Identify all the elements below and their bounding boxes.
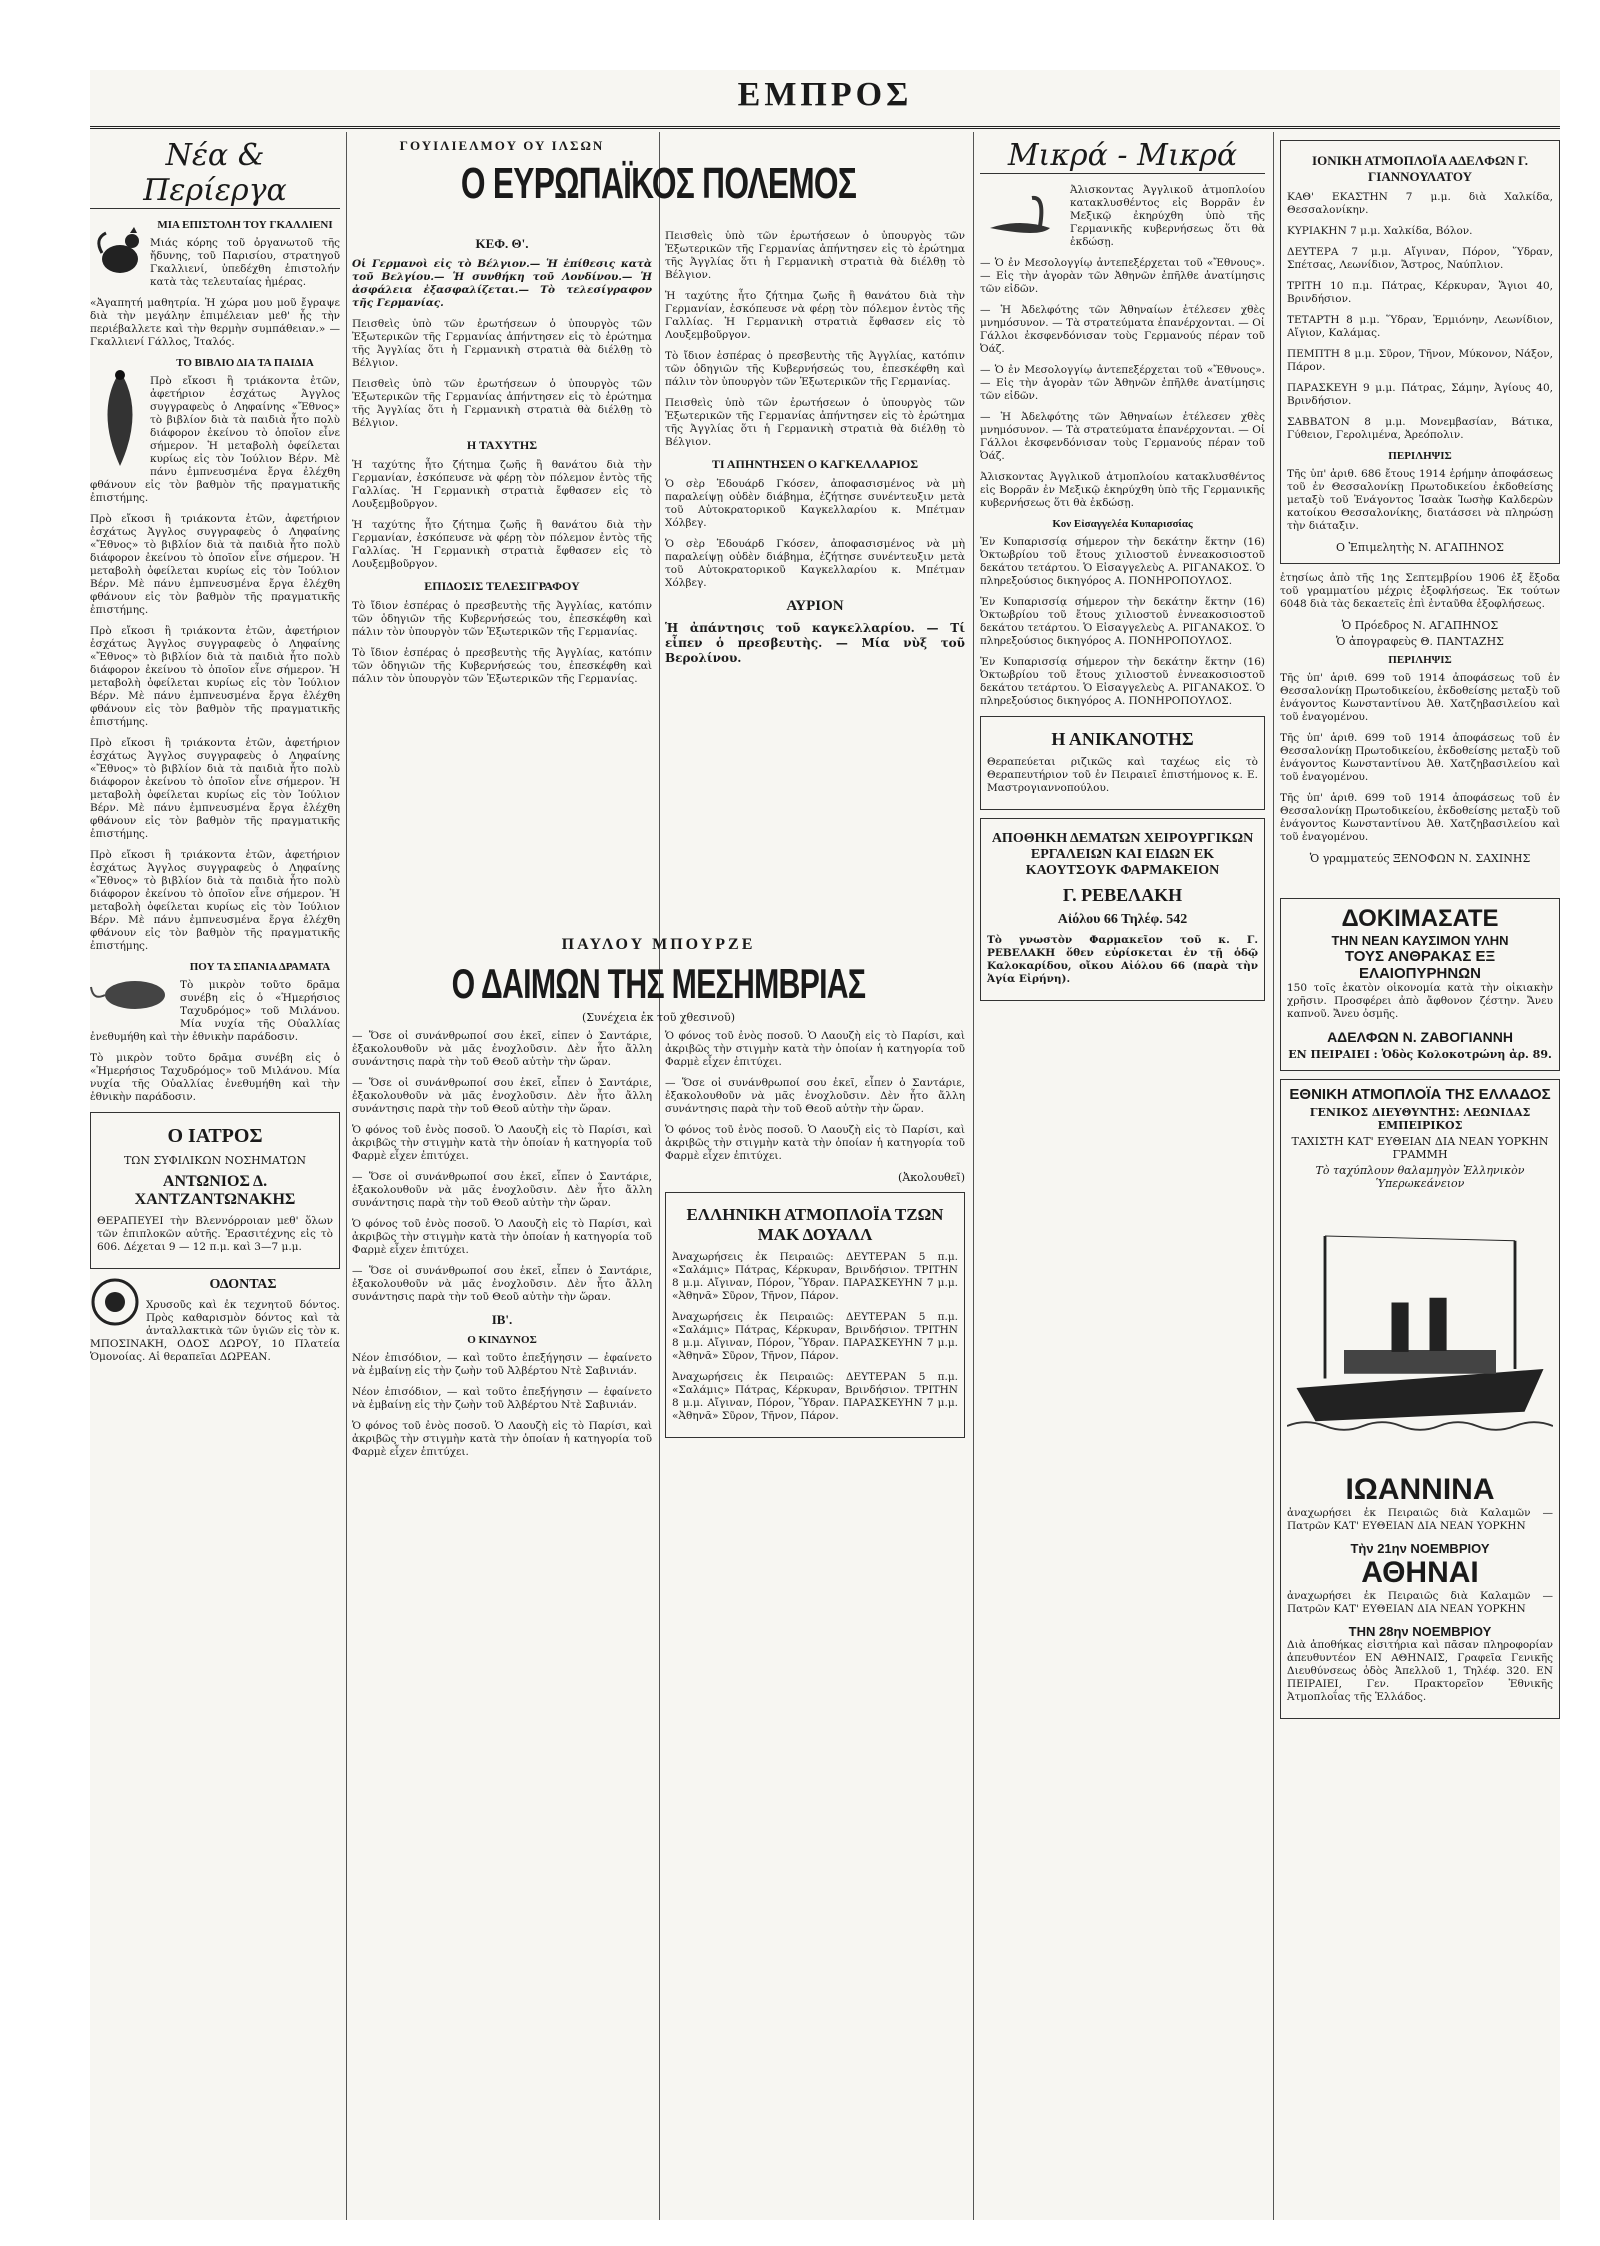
- schedule-item: ΠΑΡΑΣΚΕΥΗ 9 μ.μ. Πάτρας, Σάμην, Ἀγίους 40, Βρινδήσιον.: [1287, 382, 1553, 407]
- novel-text: Ὁ φόνος τοῦ ἐνὸς ποσοῦ. Ὁ Λαουζὴ εἰς τὸ Παρίσι, καὶ ἀκριβῶς τὴν στιγμὴν κατὰ τὴν ὁποίαν ἡ κατηγορία τοῦ Φαρμὲ εἶχεν ἐπιτύχει.: [352, 1420, 652, 1458]
- article-quote: «Ἀγαπητή μαθητρία. Ἡ χώρα μου μοῦ ἔγραψε διὰ τὴν μεγάλην ἐπιμέλειαν μεθ' ἧς τὴν περιέβαλλετε καὶ τὴν θερμὴν συμπάθειαν.» — Γκαλλιενί Γάλλος, Ἰταλός.: [90, 297, 340, 348]
- novel-author: ΠΑΥΛΟΥ ΜΠΟΥΡΖΕ: [561, 936, 756, 953]
- article-text: Πεισθεὶς ὑπὸ τῶν ἐρωτήσεων ὁ ὑπουργὸς τῶν Ἐξωτερικῶν τῆς Γερμανίας ἀπήντησεν εἰς τὸ ἐρώτημα τῆς Ἀγγλίας ὅτι ἡ Γερμανικὴ στρατιὰ θὰ διέλθῃ τὸ Βέλγιον.: [665, 230, 965, 281]
- mouse-illustration-icon: [90, 965, 180, 1015]
- ad-title: ΕΛΛΗΝΙΚΗ ΑΤΜΟΠΛΟΪΑ ΤΖΩΝ ΜΑΚ ΔΟΥΑΛΛ: [686, 1205, 944, 1244]
- fuel-ad: [1280, 898, 1560, 1071]
- schedule-item: ΚΑΘ' ΕΚΑΣΤΗΝ 7 μ.μ. διὰ Χαλκίδα, Θεσσαλονίκην.: [1287, 191, 1553, 216]
- ad-text: Ἀναχωρήσεις ἐκ Πειραιῶς: ΔΕΥΤΕΡΑΝ 5 π.μ. «Σαλάμις» Πάτρας, Κέρκυραν, Βρινδήσιον. ΤΡΙΤΗΝ 8 μ.μ. Αἴγιναν, Πόρον, Ὕδραν. ΠΑΡΑΣΚΕΥΗΝ 7 μ.μ. «Ἀθηνᾶ» Σῦρον, Τῆνον, Πάρον.: [672, 1371, 958, 1422]
- novel-text: — Ὅσε οἱ συνάνθρωποί σου ἐκεῖ, εἶπεν ὁ Σαντάριε, ἐξακολουθοῦν νὰ μᾶς ἐνοχλοῦσιν. Δὲν ἦτο ἄλλη συνάντησις παρὰ τὴν τοῦ Θεοῦ αὐτὴν τὴν ὥραν.: [352, 1030, 652, 1068]
- article-text: Τὸ ἴδιον ἑσπέρας ὁ πρεσβευτὴς τῆς Ἀγγλίας, κατόπιν τῶν ὁδηγιῶν τῆς Κυβερνήσεώς του, ἐπεσκέφθη καὶ πάλιν τὸν ὑπουργὸν τῶν Ἐξωτερικῶν τῆς Γερμανίας.: [665, 350, 965, 388]
- article-text: — Ἡ Ἀδελφότης τῶν Ἀθηναίων ἐτέλεσεν χθὲς μνημόσυνον. — Τὰ στρατεύματα ἐπανέρχονται. — Οἱ Γάλλοι ἐκσφενδόνισαν τοὺς Γερμανούς πέραν τοῦ Ὀάζ.: [980, 304, 1265, 355]
- article-text: Μιάς κόρης τοῦ ὀργανωτοῦ τῆς ἤδυνης, τοῦ Παρισίου, στρατηγοῦ Γκαλλιενί, ὑπεδέχθη ἐπιστολήν κατὰ τὰς τελευταίας ἡμέρας.: [150, 237, 340, 288]
- ad-text: Θεραπεύεται ριζικῶς καὶ ταχέως εἰς τὸ Θεραπευτήριον τοῦ ἐν Πειραιεῖ ἐπιστήμονος κ. Ε. Μαστρογιαννοπούλου.: [987, 756, 1258, 794]
- chapter-label: ΙΒ'.: [491, 1312, 513, 1327]
- ad-subtitle: Τὸ ταχύπλουν θαλαμηγὸν Ἑλληνικὸν Ὑπερωκεάνειον: [1315, 1164, 1525, 1190]
- article-title: ΤΟ ΒΙΒΛΙΟ ΔΙΑ ΤΑ ΠΑΙΔΙΑ: [176, 357, 314, 369]
- subheading: ΤΙ ΑΠΗΝΤΗΣΕΝ Ο ΚΑΓΚΕΛΛΑΡΙΟΣ: [711, 457, 919, 471]
- article-text: Ἀλισκοντας Ἀγγλικοῦ ἀτμοπλοίου κατακλυσθέντος εἰς Βορρᾶν ἐν Μεξικῷ ἐκηρύχθη ὑπὸ τῆς Γερμανικῆς κυβερνήσεως ὅτι θὰ ἐκδώσῃ.: [980, 471, 1265, 509]
- novel-text: Νέον ἐπισόδιον, — καὶ τοῦτο ἐπεξήγησιν — ἐφαίνετο νὰ ἐμβαίνῃ εἰς τὴν ζωὴν τοῦ Ἀλβέρτου Ντὲ Σαβινιάν.: [352, 1352, 652, 1377]
- schedule-item: ΤΕΤΑΡΤΗ 8 μ.μ. Ὕδραν, Ἑρμιόνην, Λεωνίδιον, Αἴγιον, Καλάμας.: [1287, 314, 1553, 339]
- ad-date: Τὴν 21ην ΝΟΕΜΒΡΙΟΥ: [1350, 1541, 1490, 1556]
- ad-text: 150 τοῖς ἑκατὸν οἰκονομία κατὰ τὴν οἰκιακὴν χρῆσιν. Προσφέρει ἀπὸ ἄφθονον ζέστην. Ἄνευ καπνοῦ. Ἄνευ ὀσμῆς.: [1287, 982, 1553, 1020]
- notice-title: Κον Εἰσαγγελέα Κυπαρισσίας: [1052, 518, 1193, 530]
- article-lead: Οἱ Γερμανοὶ εἰς τὸ Βέλγιον.— Ἡ ἐπίθεσις κατὰ τοῦ Βελγίου.— Ἡ συνθήκη τοῦ Λονδίνου.— Ἡ ἀσφάλεια ἐξασφαλίζεται.— Τὸ τελεσίγραφον τῆς Γερμανίας.: [352, 258, 652, 309]
- article-text: Ὁ σὲρ Ἐδουάρδ Γκόσεν, ἀποφασισμένος νὰ μὴ παραλείψῃ οὐδὲν διάβημα, ἐζήτησε συνέντευξιν μετὰ τοῦ Αὐτοκρατορικοῦ Καγκελλαρίου κ. Μπέτμαν Χόλβεγ.: [665, 538, 965, 589]
- signature: Ὁ Πρόεδρος Ν. ΑΓΑΠΗΝΟΣ: [1341, 619, 1499, 632]
- schedule-item: ΚΥΡΙΑΚΗΝ 7 μ.μ. Χαλκίδα, Βόλον.: [1287, 225, 1473, 237]
- masthead: [90, 70, 1560, 129]
- ad-name: Γ. ΡΕΒΕΛΑΚΗ: [1062, 885, 1183, 905]
- ad-title: ΑΠΟΘΗΚΗ ΔΕΜΑΤΩΝ ΧΕΙΡΟΥΡΓΙΚΩΝ ΕΡΓΑΛΕΙΩΝ ΚΑΙ ΕΙΔΩΝ ΕΚ ΚΑΟΥΤΣΟΥΚ ΦΑΡΜΑΚΕΙΟΝ: [991, 831, 1254, 878]
- pharmacy-ad: [980, 818, 1265, 1001]
- subheading: ΕΠΙΔΟΣΙΣ ΤΕΛΕΣΙΓΡΑΦΟΥ: [424, 579, 580, 593]
- column-rule: [1273, 132, 1274, 2220]
- column-rule: [346, 132, 347, 2220]
- masthead-title: ΕΜΠΡΟΣ: [737, 76, 913, 113]
- ad-subtitle: ΤΩΝ ΣΥΦΙΛΙΚΩΝ ΝΟΣΗΜΑΤΩΝ: [123, 1154, 307, 1167]
- notice-text: Τῆς ὑπ' ἀριθ. 699 τοῦ 1914 ἀποφάσεως τοῦ ἐν Θεσσαλονίκῃ Πρωτοδικείου, ἐκδοθείσης μεταξὺ τοῦ ἐνάγοντος Κωνσταντίνου Ἀθ. Χατζηβασιλείου καὶ τοῦ ἐναγομένου.: [1280, 672, 1560, 723]
- article-text: Ἡ ταχύτης ἦτο ζήτημα ζωῆς ἢ θανάτου διὰ τὴν Γερμανίαν, ἐσκόπευσε νὰ φέρῃ τὸν πόλεμον ἐντὸς τῆς Γαλλίας. Ἡ Γερμανικὴ στρατιὰ ἔφθασεν εἰς τὸ Λουξεμβοῦργον.: [352, 459, 652, 510]
- schedule-item: ΔΕΥΤΕΡΑ 7 μ.μ. Αἴγιναν, Πόρον, Ὕδραν, Σπέτσας, Λεωνίδιον, Ἄστρος, Ναύπλιον.: [1287, 246, 1553, 271]
- column-small-news: [980, 132, 1265, 2220]
- novel-text: Ὁ φόνος τοῦ ἐνὸς ποσοῦ. Ὁ Λαουζὴ εἰς τὸ Παρίσι, καὶ ἀκριβῶς τὴν στιγμὴν κατὰ τὴν ὁποίαν ἡ κατηγορία τοῦ Φαρμὲ εἶχεν ἐπιτύχει.: [665, 1030, 965, 1068]
- ship-name: ΙΩΑΝΝΙΝΑ: [1345, 1473, 1495, 1506]
- peacock-illustration-icon: [90, 361, 150, 471]
- signature: Ὁ γραμματεύς ΞΕΝΟΦΩΝ Ν. ΣΑΧΙΝΗΣ: [1309, 852, 1531, 865]
- ad-text: Ἀναχωρήσεις ἐκ Πειραιῶς: ΔΕΥΤΕΡΑΝ 5 π.μ. «Σαλάμις» Πάτρας, Κέρκυραν, Βρινδήσιον. ΤΡΙΤΗΝ 8 μ.μ. Αἴγιναν, Πόρον, Ὕδραν. ΠΑΡΑΣΚΕΥΗΝ 7 μ.μ. «Ἀθηνᾶ» Σῦρον, Τῆνον, Πάρον.: [672, 1251, 958, 1302]
- ad-text: Ἀναχωρήσεις ἐκ Πειραιῶς: ΔΕΥΤΕΡΑΝ 5 π.μ. «Σαλάμις» Πάτρας, Κέρκυραν, Βρινδήσιον. ΤΡΙΤΗΝ 8 μ.μ. Αἴγιναν, Πόρον, Ὕδραν. ΠΑΡΑΣΚΕΥΗΝ 7 μ.μ. «Ἀθηνᾶ» Σῦρον, Τῆνον, Πάρον.: [672, 1311, 958, 1362]
- ionian-shipping-ad: [1280, 140, 1560, 564]
- novel-text: — Ὅσε οἱ συνάνθρωποί σου ἐκεῖ, εἶπεν ὁ Σαντάριε, ἐξακολουθοῦν νὰ μᾶς ἐνοχλοῦσιν. Δὲν ἦτο ἄλλη συνάντησις παρὰ τὴν τοῦ Θεοῦ αὐτὴν τὴν ὥραν.: [352, 1265, 652, 1303]
- ad-title: ΕΘΝΙΚΗ ΑΤΜΟΠΛΟΪΑ ΤΗΣ ΕΛΛΑΔΟΣ: [1289, 1086, 1551, 1103]
- shipping-ad: [665, 1192, 965, 1438]
- ad-company: ΑΔΕΛΦΩΝ Ν. ΖΑΒΟΓΙΑΝΝΗ: [1327, 1029, 1513, 1045]
- ad-subtitle: ΤΗΝ ΝΕΑΝ ΚΑΥΣΙΜΟΝ ΥΛΗΝ: [1331, 933, 1509, 948]
- tomorrow-text: Ἡ ἀπάντησις τοῦ καγκελλαρίου. — Τί εἶπεν ὁ πρεσβευτὴς. — Μία νὺξ τοῦ Βερολίνου.: [665, 621, 965, 665]
- novel-text: Νέον ἐπισόδιον, — καὶ τοῦτο ἐπεξήγησιν — ἐφαίνετο νὰ ἐμβαίνῃ εἰς τὴν ζωὴν τοῦ Ἀλβέρτου Ντὲ Σαβινιάν.: [352, 1386, 652, 1411]
- ad-address: ΕΝ ΠΕΙΡΑΙΕΙ : Ὁδὸς Κολοκοτρώνη ἀρ. 89.: [1288, 1048, 1552, 1061]
- doctor-ad: [90, 1112, 340, 1269]
- novel-text: — Ὅσε οἱ συνάνθρωποί σου ἐκεῖ, εἶπεν ὁ Σαντάριε, ἐξακολουθοῦν νὰ μᾶς ἐνοχλοῦσιν. Δὲν ἦτο ἄλλη συνάντησις παρὰ τὴν τοῦ Θεοῦ αὐτὴν τὴν ὥραν.: [665, 1077, 965, 1115]
- column-notices: [1280, 132, 1560, 902]
- ad-text: ἀναχωρήσει ἐκ Πειραιῶς διὰ Καλαμῶν — Πατρῶν ΚΑΤ' ΕΥΘΕΙΑΝ ΔΙΑ ΝΕΑΝ ΥΟΡΚΗΝ: [1287, 1507, 1553, 1532]
- article-text: Πεισθεὶς ὑπὸ τῶν ἐρωτήσεων ὁ ὑπουργὸς τῶν Ἐξωτερικῶν τῆς Γερμανίας ἀπήντησεν εἰς τὸ ἐρώτημα τῆς Ἀγγλίας ὅτι ἡ Γερμανικὴ στρατιὰ θὰ διέλθῃ τὸ Βέλγιον.: [352, 378, 652, 429]
- serial-novel: [352, 930, 965, 1027]
- ad-name: ΑΝΤΩΝΙΟΣ Δ. ΧΑΝΤΖΑΝΤΩΝΑΚΗΣ: [134, 1173, 296, 1208]
- article-text: — Ὁ ἐν Μεσολογγίῳ ἀντεπεξέρχεται τοῦ «Ἔθνους».— Εἰς τὴν ἀγορὰν τῶν Ἀθηνῶν ἐπῆλθε ἀνατίμησις τῶν εἰδῶν.: [980, 364, 1265, 402]
- ad-route: ΤΑΧΙΣΤΗ ΚΑΤ' ΕΥΘΕΙΑΝ ΔΙΑ ΝΕΑΝ ΥΟΡΚΗΝ ΓΡΑΜΜΗ: [1291, 1135, 1549, 1161]
- section-title: Μικρά - Μικρά: [980, 138, 1265, 174]
- notice-title: ΠΕΡΙΛΗΨΙΣ: [1388, 450, 1452, 462]
- schedule-item: ΤΡΙΤΗ 10 π.μ. Πάτρας, Κέρκυραν, Ἅγιοι 40, Βρινδήσιον.: [1287, 280, 1553, 305]
- article-text: Πρὸ εἴκοσι ἢ τριάκοντα ἐτῶν, ἀφετήριον ἐσχάτως Ἀγγλος συγγραφεὺς ὁ Ληφαίνης «Ἔθνος» τὸ βιβλίον διὰ τὰ παιδιὰ ἦτο πολὺ διάφορον ἐκείνου τὸ ὁποῖον εἶνε σήμερον. Ἡ μεταβολὴ ὀφείλεται κυρίως εἰς τὸν Ἰούλιον Βέρν. Μὲ πάνυ ἐμπνευσμένα ἔργα ἐλέχθη φθάνουν εἰς τὸν βαθμὸν τῆς πραγματικῆς ἐπιστήμης.: [90, 625, 340, 728]
- national-line-ad: [1280, 1079, 1560, 1719]
- signature: Ὁ ἀπογραφεὺς Θ. ΠΑΝΤΑΖΗΣ: [1336, 635, 1504, 648]
- column-rule: [973, 132, 974, 2220]
- tomorrow-title: ΑΥΡΙΟΝ: [786, 598, 844, 614]
- article-text: Ὁ σὲρ Ἐδουάρδ Γκόσεν, ἀποφασισμένος νὰ μὴ παραλείψῃ οὐδὲν διάβημα, ἐζήτησε συνέντευξιν μετὰ τοῦ Αὐτοκρατορικοῦ Καγκελλαρίου κ. Μπέτμαν Χόλβεγ.: [665, 478, 965, 529]
- article-text: Ἡ ταχύτης ἦτο ζήτημα ζωῆς ἢ θανάτου διὰ τὴν Γερμανίαν, ἐσκόπευσε νὰ φέρῃ τὸν πόλεμον ἐντὸς τῆς Γαλλίας. Ἡ Γερμανικὴ στρατιὰ ἔφθασεν εἰς τὸ Λουξεμβοῦργον.: [352, 519, 652, 570]
- column-war-body: [352, 230, 652, 920]
- ocean-liner-illustration-icon: [1287, 1201, 1553, 1461]
- article-text: Πεισθεὶς ὑπὸ τῶν ἐρωτήσεων ὁ ὑπουργὸς τῶν Ἐξωτερικῶν τῆς Γερμανίας ἀπήντησεν εἰς τὸ ἐρώτημα τῆς Ἀγγλίας ὅτι ἡ Γερμανικὴ στρατιὰ θὰ διέλθῃ τὸ Βέλγιον.: [665, 397, 965, 448]
- notice-text: Ἐν Κυπαρισσίᾳ σήμερον τὴν δεκάτην ἕκτην (16) Ὀκτωβρίου τοῦ ἔτους χιλιοστοῦ ἐννεακοσιοστοῦ δεκάτου τετάρτου. Ὁ Εἰσαγγελεὺς Α. ΡΙΓΑΝΑΚΟΣ. Ὁ πληρεξούσιος δικηγόρος Α. ΠΟΝΗΡΟΠΟΥΛΟΣ.: [980, 596, 1265, 647]
- headline: Ο ΕΥΡΩΠΑΪΚΟΣ ΠΟΛΕΜΟΣ: [460, 160, 857, 208]
- ad-title: ΙΟΝΙΚΗ ΑΤΜΟΠΛΟΪΑ ΑΔΕΛΦΩΝ Γ. ΓΙΑΝΝΟΥΛΑΤΟΥ: [1312, 153, 1528, 184]
- novel-text: Ὁ φόνος τοῦ ἐνὸς ποσοῦ. Ὁ Λαουζὴ εἰς τὸ Παρίσι, καὶ ἀκριβῶς τὴν στιγμὴν κατὰ τὴν ὁποίαν ἡ κατηγορία τοῦ Φαρμὲ εἶχεν ἐπιτύχει.: [352, 1218, 652, 1256]
- ad-text: Χρυσοῦς καὶ ἐκ τεχνητοῦ δόντος. Πρὸς καθαρισμὸν δόντος καὶ τὰ ἀνταλλακτικὰ τῶν ὑγιῶν εἰς τὸν κ. ΜΠΟΣΙΝΑΚΗ, ΟΔΟΣ ΔΩΡΟΥ, 10 Πλατεία Ὁμονοίας. Αἱ θεραπεῖαι ΔΩΡΕΑΝ.: [90, 1299, 340, 1363]
- column-war-body-2: [665, 230, 965, 920]
- ad-title: Ο ΙΑΤΡΟΣ: [167, 1125, 263, 1147]
- ad-title: Η ΑΝΙΚΑΝΟΤΗΣ: [1051, 729, 1194, 749]
- article-text: Τὸ ἴδιον ἑσπέρας ὁ πρεσβευτὴς τῆς Ἀγγλίας, κατόπιν τῶν ὁδηγιῶν τῆς Κυβερνήσεώς του, ἐπεσκέφθη καὶ πάλιν τὸν ὑπουργὸν τῶν Ἐξωτερικῶν τῆς Γερμανίας.: [352, 647, 652, 685]
- swan-illustration-icon: [980, 188, 1070, 238]
- article-title: ΠΟΥ ΤΑ ΣΠΑΝΙΑ ΔΡΑΜΑΤΑ: [189, 961, 331, 973]
- novel-text: — Ὅσε οἱ συνάνθρωποί σου ἐκεῖ, εἶπεν ὁ Σαντάριε, ἐξακολουθοῦν νὰ μᾶς ἐνοχλοῦσιν. Δὲν ἦτο ἄλλη συνάντησις παρὰ τὴν τοῦ Θεοῦ αὐτὴν τὴν ὥραν.: [352, 1077, 652, 1115]
- chapter-label: ΚΕΦ. Θ'.: [475, 236, 529, 251]
- article-text: Πεισθεὶς ὑπὸ τῶν ἐρωτήσεων ὁ ὑπουργὸς τῶν Ἐξωτερικῶν τῆς Γερμανίας ἀπήντησεν εἰς τὸ ἐρώτημα τῆς Ἀγγλίας ὅτι ἡ Γερμανικὴ στρατιὰ θὰ διέλθῃ τὸ Βέλγιον.: [352, 318, 652, 369]
- article-title: ΜΙΑ ΕΠΙΣΤΟΛΗ ΤΟΥ ΓΚΑΛΛΙΕΝΙ: [157, 219, 333, 231]
- ad-title: ΟΔΟΝΤΑΣ: [209, 1277, 277, 1292]
- crest-icon: [90, 1277, 140, 1327]
- column-novel-2: [665, 1030, 965, 2220]
- novel-continuation: (Συνέχεια ἐκ τοῦ χθεσινοῦ): [581, 1011, 735, 1024]
- ad-note: Τὸ γνωστὸν Φαρμακεῖον τοῦ κ. Γ. ΡΕΒΕΛΑΚΗ ὅθεν εὑρίσκεται ἐν τῇ ὁδῷ Καλοκαρίδου, οἴκου Αἰόλου 66 (παρὰ τὴν Ἁγία Εἰρήνη).: [987, 934, 1258, 985]
- column-rule: [659, 132, 660, 2220]
- novel-end: (Ἀκολουθεῖ): [898, 1171, 965, 1184]
- column-novel-1: [352, 1030, 652, 2220]
- article-text: Τὸ μικρὸν τοῦτο δρᾶμα συνέβη εἰς ὁ «Ἡμερήσιος Ταχυδρόμος» τοῦ Μιλάνου. Μία νυχία τῆς Οὐαλλίας ἐνεθυμήθη καὶ τὴν ἐθνικὴν παράδοσιν.: [90, 979, 340, 1043]
- novel-text: — Ὅσε οἱ συνάνθρωποί σου ἐκεῖ, εἶπεν ὁ Σαντάριε, ἐξακολουθοῦν νὰ μᾶς ἐνοχλοῦσιν. Δὲν ἦτο ἄλλη συνάντησις παρὰ τὴν τοῦ Θεοῦ αὐτὴν τὴν ὥραν.: [352, 1171, 652, 1209]
- article-author: ΓΟΥΙΛΙΕΛΜΟΥ ΟΥ ΙΛΣΩΝ: [399, 138, 605, 153]
- ad-headline: ΤΟΥΣ ΑΝΘΡΑΚΑΣ ΕΞ ΕΛΑΙΟΠΥΡΗΝΩΝ: [1344, 948, 1496, 982]
- section-title: Νέα & Περίεργα: [90, 138, 340, 209]
- ship-name: ΑΘΗΝΑΙ: [1361, 1556, 1479, 1589]
- column-news: [90, 132, 340, 2220]
- notice-title: ΠΕΡΙΛΗΨΙΣ: [1388, 654, 1452, 666]
- article-text: Ἀλισκοντας Ἀγγλικοῦ ἀτμοπλοίου κατακλυσθέντος εἰς Βορρᾶν ἐν Μεξικῷ ἐκηρύχθη ὑπὸ τῆς Γερμανικῆς κυβερνήσεως ὅτι θὰ ἐκδώσῃ.: [1070, 184, 1265, 248]
- notice-text: Τῆς ὑπ' ἀριθ. 699 τοῦ 1914 ἀποφάσεως τοῦ ἐν Θεσσαλονίκῃ Πρωτοδικείου, ἐκδοθείσης μεταξὺ τοῦ ἐνάγοντος Κωνσταντίνου Ἀθ. Χατζηβασιλείου καὶ τοῦ ἐναγομένου.: [1280, 792, 1560, 843]
- article-text: Πρὸ εἴκοσι ἢ τριάκοντα ἐτῶν, ἀφετήριον ἐσχάτως Ἀγγλος συγγραφεὺς ὁ Ληφαίνης «Ἔθνος» τὸ βιβλίον διὰ τὰ παιδιὰ ἦτο πολὺ διάφορον ἐκείνου τὸ ὁποῖον εἶνε σήμερον. Ἡ μεταβολὴ ὀφείλεται κυρίως εἰς τὸν Ἰούλιον Βέρν. Μὲ πάνυ ἐμπνευσμένα ἔργα ἐλέχθη φθάνουν εἰς τὸν βαθμὸν τῆς πραγματικῆς ἐπιστήμης.: [90, 737, 340, 840]
- dentist-ad: [90, 1277, 340, 1364]
- notice-text: Τῆς ὑπ' ἀριθ. 686 ἔτους 1914 ἐρήμην ἀποφάσεως τοῦ ἐν Θεσσαλονίκῃ Πρωτοδικείου ἐκδοθείσης μεταξὺ τοῦ Ἐνάγοντος Ἰσαὰκ Ἰωσὴφ Καλδερὼν κατοίκου Θεσσαλονίκης, διατάσσει νὰ πληρώσῃ τὴν διάταξιν.: [1287, 468, 1553, 532]
- article-text: — Ὁ ἐν Μεσολογγίῳ ἀντεπεξέρχεται τοῦ «Ἔθνους».— Εἰς τὴν ἀγορὰν τῶν Ἀθηνῶν ἐπῆλθε ἀνατίμησις τῶν εἰδῶν.: [980, 257, 1265, 295]
- article-text: Τὸ μικρὸν τοῦτο δρᾶμα συνέβη εἰς ὁ «Ἡμερήσιος Ταχυδρόμος» τοῦ Μιλάνου. Μία νυχία τῆς Οὐαλλίας ἐνεθυμήθη καὶ τὴν ἐθνικὴν παράδοσιν.: [90, 1052, 340, 1103]
- newspaper-page: [90, 70, 1560, 2220]
- novel-text: Ὁ φόνος τοῦ ἐνὸς ποσοῦ. Ὁ Λαουζὴ εἰς τὸ Παρίσι, καὶ ἀκριβῶς τὴν στιγμὴν κατὰ τὴν ὁποίαν ἡ κατηγορία τοῦ Φαρμὲ εἶχεν ἐπιτύχει.: [665, 1124, 965, 1162]
- column-ads: [1280, 890, 1560, 2220]
- ad-info: Διὰ ἀποθήκας εἰσιτήρια καὶ πᾶσαν πληροφορίαν ἀπευθυντέον ΕΝ ΑΘΗΝΑΙΣ, Γραφεῖα Γενικῆς Διευθύνσεως ὁδὸς Ἀπελλοῦ 1, Τηλέφ. 320. ΕΝ ΠΕΙΡΑΙΕΙ, Γεν. Πρακτορεῖον Ἐθνικῆς Ἀτμοπλοΐας τῆς Ἑλλάδος.: [1287, 1639, 1553, 1703]
- notice-text: Ἐν Κυπαρισσίᾳ σήμερον τὴν δεκάτην ἕκτην (16) Ὀκτωβρίου τοῦ ἔτους χιλιοστοῦ ἐννεακοσιοστοῦ δεκάτου τετάρτου. Ὁ Εἰσαγγελεὺς Α. ΡΙΓΑΝΑΚΟΣ. Ὁ πληρεξούσιος δικηγόρος Α. ΠΟΝΗΡΟΠΟΥΛΟΣ.: [980, 536, 1265, 587]
- schedule-item: ΣΑΒΒΑΤΟΝ 8 μ.μ. Μονεμβασίαν, Βάτικα, Γύθειον, Γερολιμένα, Ἀρεόπολιν.: [1287, 416, 1553, 441]
- article-text: Πρὸ εἴκοσι ἢ τριάκοντα ἐτῶν, ἀφετήριον ἐσχάτως Ἀγγλος συγγραφεὺς ὁ Ληφαίνης «Ἔθνος» τὸ βιβλίον διὰ τὰ παιδιὰ ἦτο πολὺ διάφορον ἐκείνου τὸ ὁποῖον εἶνε σήμερον. Ἡ μεταβολὴ ὀφείλεται κυρίως εἰς τὸν Ἰούλιον Βέρν. Μὲ πάνυ ἐμπνευσμένα ἔργα ἐλέχθη φθάνουν εἰς τὸν βαθμὸν τῆς πραγματικῆς ἐπιστήμης.: [90, 849, 340, 952]
- notice-text: Τῆς ὑπ' ἀριθ. 699 τοῦ 1914 ἀποφάσεως τοῦ ἐν Θεσσαλονίκῃ Πρωτοδικείου, ἐκδοθείσης μεταξὺ τοῦ ἐνάγοντος Κωνσταντίνου Ἀθ. Χατζηβασιλείου καὶ τοῦ ἐναγομένου.: [1280, 732, 1560, 783]
- article-text: Τὸ ἴδιον ἑσπέρας ὁ πρεσβευτὴς τῆς Ἀγγλίας, κατόπιν τῶν ὁδηγιῶν τῆς Κυβερνήσεώς του, ἐπεσκέφθη καὶ πάλιν τὸν ὑπουργὸν τῶν Ἐξωτερικῶν τῆς Γερμανίας.: [352, 600, 652, 638]
- article-text: Πρὸ εἴκοσι ἢ τριάκοντα ἐτῶν, ἀφετήριον ἐσχάτως Ἀγγλος συγγραφεὺς ὁ Ληφαίνης «Ἔθνος» τὸ βιβλίον διὰ τὰ παιδιὰ ἦτο πολὺ διάφορον ἐκείνου τὸ ὁποῖον εἶνε σήμερον. Ἡ μεταβολὴ ὀφείλεται κυρίως εἰς τὸν Ἰούλιον Βέρν. Μὲ πάνυ ἐμπνευσμένα ἔργα ἐλέχθη φθάνουν εἰς τὸν βαθμὸν τῆς πραγματικῆς ἐπιστήμης.: [90, 513, 340, 616]
- article-text: Ἡ ταχύτης ἦτο ζήτημα ζωῆς ἢ θανάτου διὰ τὴν Γερμανίαν, ἐσκόπευσε νὰ φέρῃ τὸν πόλεμον ἐντὸς τῆς Γαλλίας. Ἡ Γερμανικὴ στρατιὰ ἔφθασεν εἰς τὸ Λουξεμβοῦργον.: [665, 290, 965, 341]
- rooster-illustration-icon: [90, 223, 150, 283]
- schedule-item: ΠΕΜΠΤΗ 8 μ.μ. Σῦρον, Τῆνον, Μύκονον, Νάξον, Πάρον.: [1287, 348, 1553, 373]
- novel-title: Ο ΔΑΙΜΩΝ ΤΗΣ ΜΕΣΗΜΒΡΙΑΣ: [451, 960, 866, 1007]
- ad-title: ΔΟΚΙΜΑΣΑΤΕ: [1341, 905, 1499, 932]
- article-text: Πρὸ εἴκοσι ἢ τριάκοντα ἐτῶν, ἀφετήριον ἐσχάτως Ἀγγλος συγγραφεὺς ὁ Ληφαίνης «Ἔθνος» τὸ βιβλίον διὰ τὰ παιδιὰ ἦτο πολὺ διάφορον ἐκείνου τὸ ὁποῖον εἶνε σήμερον. Ἡ μεταβολὴ ὀφείλεται κυρίως εἰς τὸν Ἰούλιον Βέρν. Μὲ πάνυ ἐμπνευσμένα ἔργα ἐλέχθη φθάνουν εἰς τὸν βαθμὸν τῆς πραγματικῆς ἐπιστήμης.: [90, 375, 340, 504]
- subheading: Η ΤΑΧΥΤΗΣ: [466, 438, 538, 452]
- article-text: — Ἡ Ἀδελφότης τῶν Ἀθηναίων ἐτέλεσεν χθὲς μνημόσυνον. — Τὰ στρατεύματα ἐπανέρχονται. — Οἱ Γάλλοι ἐκσφενδόνισαν τοὺς Γερμανούς πέραν τοῦ Ὀάζ.: [980, 411, 1265, 462]
- notice-text: ἐτησίως ἀπὸ τῆς 1ης Σεπτεμβρίου 1906 ἐξ ἔξοδα τοῦ γραμματίου μέχρις ἐξοφλήσεως. Ἐκ τούτων 6048 διὰ τὰς δεκαετεῖς ἐπὶ ἐνταῦθα ἐξοφλήσεως.: [1280, 572, 1560, 610]
- ad-address: Αἰόλου 66 Τηλέφ. 542: [1057, 912, 1188, 927]
- signature: Ο Ἐπιμελητὴς Ν. ΑΓΑΠΗΝΟΣ: [1336, 541, 1504, 554]
- ad-director: ΓΕΝΙΚΟΣ ΔΙΕΥΘΥΝΤΗΣ: ΛΕΩΝΙΔΑΣ ΕΜΠΕΙΡΙΚΟΣ: [1309, 1106, 1531, 1132]
- novel-text: Ὁ φόνος τοῦ ἐνὸς ποσοῦ. Ὁ Λαουζὴ εἰς τὸ Παρίσι, καὶ ἀκριβῶς τὴν στιγμὴν κατὰ τὴν ὁποίαν ἡ κατηγορία τοῦ Φαρμὲ εἶχεν ἐπιτύχει.: [352, 1124, 652, 1162]
- ad-date: ΤΗΝ 28ην ΝΟΕΜΒΡΙΟΥ: [1348, 1624, 1492, 1639]
- notice-text: Ἐν Κυπαρισσίᾳ σήμερον τὴν δεκάτην ἕκτην (16) Ὀκτωβρίου τοῦ ἔτους χιλιοστοῦ ἐννεακοσιοστοῦ δεκάτου τετάρτου. Ὁ Εἰσαγγελεὺς Α. ΡΙΓΑΝΑΚΟΣ. Ὁ πληρεξούσιος δικηγόρος Α. ΠΟΝΗΡΟΠΟΥΛΟΣ.: [980, 656, 1265, 707]
- ad-text: ἀναχωρήσει ἐκ Πειραιῶς διὰ Καλαμῶν — Πατρῶν ΚΑΤ' ΕΥΘΕΙΑΝ ΔΙΑ ΝΕΑΝ ΥΟΡΚΗΝ: [1287, 1590, 1553, 1615]
- chapter-title: Ο ΚΙΝΔΥΝΟΣ: [467, 1334, 537, 1346]
- clinic-ad: [980, 716, 1265, 810]
- ad-text: ΘΕΡΑΠΕΥΕΙ τὴν Βλεννόρροιαν μεθ' ὅλων τῶν ἐπιπλοκῶν αὐτῆς. Ἐρασιτέχνης εἰς τὸ 606. Δέχεται 9 — 12 π.μ. καὶ 3—7 μ.μ.: [97, 1215, 333, 1253]
